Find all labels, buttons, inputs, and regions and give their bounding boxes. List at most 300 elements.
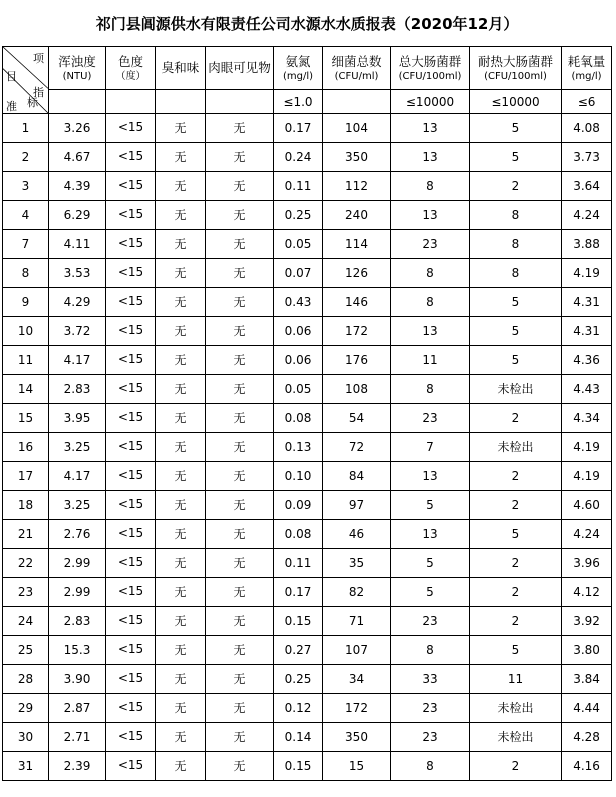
value-cell <box>391 491 470 520</box>
value-cell <box>156 404 206 433</box>
day-cell <box>3 723 49 752</box>
value-cell <box>470 462 562 491</box>
column-name: 色度 <box>117 53 143 69</box>
table-row <box>3 143 612 172</box>
table-row <box>3 636 612 665</box>
cell-value: 无 <box>174 353 187 367</box>
value-cell <box>323 665 391 694</box>
cell-value: 无 <box>174 121 187 135</box>
value-cell <box>49 375 106 404</box>
column-unit: （度） <box>115 70 146 82</box>
value-cell <box>206 549 274 578</box>
value-cell <box>562 259 612 288</box>
cell-value: 33 <box>422 672 438 686</box>
value-cell <box>470 578 562 607</box>
value-cell <box>470 172 562 201</box>
value-cell <box>391 404 470 433</box>
value-cell <box>106 288 156 317</box>
cell-value: 未检出 <box>497 440 534 454</box>
cell-value: <15 <box>117 120 144 134</box>
value-cell <box>106 201 156 230</box>
cell-value: 8 <box>426 759 434 773</box>
cell-value: 2 <box>511 411 520 425</box>
cell-value: 无 <box>174 382 187 396</box>
cell-value: <15 <box>117 613 144 627</box>
column-unit: (CFU/100ml) <box>398 70 462 82</box>
table-row <box>3 114 612 143</box>
value-cell <box>49 549 106 578</box>
value-cell <box>156 578 206 607</box>
cell-value: 72 <box>348 440 365 454</box>
value-cell <box>206 578 274 607</box>
cell-value: 无 <box>233 411 246 425</box>
cell-value: 无 <box>174 440 187 454</box>
cell-value: 无 <box>174 556 187 570</box>
value-cell <box>391 288 470 317</box>
day-number: 25 <box>17 643 34 657</box>
value-cell <box>323 694 391 723</box>
standard-cell: ≤10000 <box>470 90 562 114</box>
value-cell <box>106 578 156 607</box>
value-cell <box>470 288 562 317</box>
value-cell <box>323 723 391 752</box>
cell-value: 0.24 <box>284 150 312 164</box>
value-cell <box>274 636 323 665</box>
day-number: 3 <box>21 179 30 193</box>
cell-value: 4.16 <box>573 759 600 773</box>
column-name: 耗氧量 <box>567 53 606 69</box>
day-cell <box>3 549 49 578</box>
day-cell <box>3 143 49 172</box>
cell-value: 5 <box>426 556 434 570</box>
cell-value: <15 <box>117 497 144 511</box>
cell-value: 0.17 <box>284 585 312 599</box>
value-cell <box>323 578 391 607</box>
cell-value: <15 <box>117 555 144 569</box>
value-cell <box>156 375 206 404</box>
cell-value: 108 <box>345 382 368 396</box>
day-number: 31 <box>17 759 34 773</box>
value-cell <box>562 752 612 781</box>
value-cell <box>106 375 156 404</box>
cell-value: <15 <box>117 468 144 482</box>
value-cell <box>156 288 206 317</box>
value-cell <box>323 520 391 549</box>
cell-value: 2 <box>511 759 520 773</box>
value-cell <box>323 114 391 143</box>
column-name: 总大肠菌群 <box>398 53 462 69</box>
value-cell <box>562 404 612 433</box>
value-cell <box>274 491 323 520</box>
day-number: 17 <box>17 469 34 483</box>
cell-value: 无 <box>174 324 187 338</box>
value-cell <box>391 578 470 607</box>
cell-value: <15 <box>117 526 144 540</box>
value-cell <box>274 462 323 491</box>
cell-value: 2 <box>511 556 520 570</box>
value-cell <box>49 317 106 346</box>
value-cell <box>206 491 274 520</box>
value-cell <box>206 346 274 375</box>
day-number: 24 <box>17 614 34 628</box>
cell-value: 无 <box>174 672 187 686</box>
cell-value: 4.31 <box>573 324 600 338</box>
cell-value: 4.39 <box>63 179 91 193</box>
value-cell <box>156 694 206 723</box>
cell-value: <15 <box>117 381 144 395</box>
value-cell <box>49 752 106 781</box>
table-row <box>3 404 612 433</box>
value-cell <box>156 462 206 491</box>
day-number: 22 <box>17 556 34 570</box>
cell-value: 3.80 <box>573 643 600 657</box>
cell-value: 无 <box>233 324 246 338</box>
value-cell <box>49 114 106 143</box>
value-cell <box>274 723 323 752</box>
value-cell <box>391 723 470 752</box>
cell-value: 0.15 <box>284 614 312 628</box>
value-cell <box>206 462 274 491</box>
cell-value: 无 <box>233 382 246 396</box>
cell-value: 5 <box>511 295 520 309</box>
day-cell <box>3 259 49 288</box>
cell-value: 无 <box>233 121 246 135</box>
value-cell <box>562 346 612 375</box>
cell-value: 104 <box>345 121 368 135</box>
cell-value: 350 <box>345 730 368 744</box>
cell-value: 11 <box>507 672 524 686</box>
column-header-0 <box>49 47 106 90</box>
cell-value: 无 <box>174 701 187 715</box>
cell-value: 176 <box>345 353 368 367</box>
value-cell <box>206 201 274 230</box>
value-cell <box>470 114 562 143</box>
table-row <box>3 201 612 230</box>
cell-value: 无 <box>233 295 246 309</box>
value-cell <box>156 520 206 549</box>
cell-value: 82 <box>348 585 365 599</box>
value-cell <box>562 172 612 201</box>
value-cell <box>206 607 274 636</box>
cell-value: 107 <box>345 643 368 657</box>
value-cell <box>274 433 323 462</box>
cell-value: 无 <box>233 672 246 686</box>
corner-label-biao: 标 <box>27 96 38 109</box>
value-cell <box>106 694 156 723</box>
value-cell <box>49 404 106 433</box>
cell-value: 4.36 <box>573 353 600 367</box>
cell-value: 无 <box>233 585 246 599</box>
value-cell <box>391 607 470 636</box>
day-cell <box>3 404 49 433</box>
value-cell <box>562 143 612 172</box>
value-cell <box>206 259 274 288</box>
cell-value: 4.43 <box>573 382 600 396</box>
value-cell <box>49 201 106 230</box>
value-cell <box>106 143 156 172</box>
cell-value: 46 <box>348 527 365 541</box>
standard-cell: ≤1.0 <box>274 90 323 114</box>
value-cell <box>323 259 391 288</box>
cell-value: <15 <box>117 700 144 714</box>
value-cell <box>106 346 156 375</box>
cell-value: 13 <box>422 469 438 483</box>
value-cell <box>562 520 612 549</box>
cell-value: 无 <box>233 527 246 541</box>
value-cell <box>391 520 470 549</box>
corner-header-cell <box>3 47 49 114</box>
value-cell <box>391 143 470 172</box>
standards-row <box>3 90 612 114</box>
value-cell <box>49 694 106 723</box>
cell-value: 126 <box>345 266 368 280</box>
table-row <box>3 375 612 404</box>
value-cell <box>206 694 274 723</box>
cell-value: 0.07 <box>284 266 312 280</box>
cell-value: 3.25 <box>63 440 91 454</box>
value-cell <box>274 694 323 723</box>
column-name: 氨氮 <box>285 53 311 69</box>
day-cell <box>3 491 49 520</box>
table-row <box>3 462 612 491</box>
cell-value: 未检出 <box>497 701 534 715</box>
value-cell <box>274 259 323 288</box>
cell-value: 3.25 <box>63 498 91 512</box>
value-cell <box>156 433 206 462</box>
cell-value: 4.29 <box>63 295 91 309</box>
cell-value: 无 <box>174 469 187 483</box>
cell-value: 3.73 <box>573 150 600 164</box>
cell-value: 4.31 <box>573 295 600 309</box>
cell-value: <15 <box>117 294 144 308</box>
value-cell <box>206 288 274 317</box>
cell-value: 4.24 <box>573 527 600 541</box>
cell-value: 无 <box>233 556 246 570</box>
table-row <box>3 665 612 694</box>
value-cell <box>156 230 206 259</box>
cell-value: 4.44 <box>573 701 600 715</box>
value-cell <box>156 549 206 578</box>
cell-value: 5 <box>426 498 434 512</box>
cell-value: 5 <box>511 527 520 541</box>
standard-cell <box>106 90 156 114</box>
table-row <box>3 433 612 462</box>
cell-value: 3.96 <box>573 556 600 570</box>
corner-label-mu: 目 <box>6 70 17 83</box>
value-cell <box>391 172 470 201</box>
cell-value: 4.19 <box>573 266 600 280</box>
table-row <box>3 172 612 201</box>
value-cell <box>391 317 470 346</box>
cell-value: 0.05 <box>284 237 312 251</box>
value-cell <box>49 143 106 172</box>
day-cell <box>3 636 49 665</box>
column-name: 臭和味 <box>161 60 200 75</box>
day-number: 4 <box>21 208 30 222</box>
value-cell <box>106 172 156 201</box>
day-number: 16 <box>17 440 34 454</box>
cell-value: 15.3 <box>63 643 91 657</box>
cell-value: 0.10 <box>284 469 312 483</box>
value-cell <box>274 114 323 143</box>
column-name: 耐热大肠菌群 <box>477 53 553 69</box>
cell-value: 未检出 <box>497 730 534 744</box>
cell-value: 13 <box>422 527 438 541</box>
value-cell <box>323 404 391 433</box>
value-cell <box>470 549 562 578</box>
cell-value: <15 <box>117 207 144 221</box>
value-cell <box>206 404 274 433</box>
value-cell <box>156 723 206 752</box>
cell-value: 2.76 <box>63 527 91 541</box>
cell-value: 2.71 <box>63 730 91 744</box>
cell-value: 0.43 <box>284 295 312 309</box>
cell-value: 8 <box>511 237 520 251</box>
value-cell <box>206 520 274 549</box>
value-cell <box>156 259 206 288</box>
cell-value: 23 <box>422 411 438 425</box>
standard-cell <box>323 90 391 114</box>
water-quality-report <box>2 2 611 781</box>
cell-value: 0.25 <box>284 672 312 686</box>
day-number: 11 <box>17 353 34 367</box>
cell-value: 7 <box>426 440 434 454</box>
value-cell <box>562 201 612 230</box>
day-cell <box>3 433 49 462</box>
value-cell <box>49 636 106 665</box>
value-cell <box>106 462 156 491</box>
value-cell <box>391 201 470 230</box>
cell-value: 4.28 <box>573 730 600 744</box>
cell-value: 2.99 <box>63 585 91 599</box>
standard-cell: ≤6 <box>562 90 612 114</box>
value-cell <box>49 607 106 636</box>
value-cell <box>562 636 612 665</box>
value-cell <box>323 346 391 375</box>
value-cell <box>106 491 156 520</box>
cell-value: <15 <box>117 178 144 192</box>
column-unit: (CFU/100ml) <box>484 70 547 82</box>
cell-value: 4.60 <box>573 498 600 512</box>
standard-cell <box>206 90 274 114</box>
value-cell <box>49 462 106 491</box>
value-cell <box>562 433 612 462</box>
value-cell <box>323 549 391 578</box>
table-row <box>3 578 612 607</box>
cell-value: 8 <box>426 179 434 193</box>
cell-value: 71 <box>348 614 365 628</box>
cell-value: 172 <box>345 324 368 338</box>
cell-value: 0.06 <box>284 324 312 338</box>
cell-value: 未检出 <box>497 382 534 396</box>
cell-value: <15 <box>117 439 144 453</box>
value-cell <box>106 404 156 433</box>
value-cell <box>391 694 470 723</box>
value-cell <box>206 230 274 259</box>
value-cell <box>470 230 562 259</box>
cell-value: 无 <box>233 266 246 280</box>
day-cell <box>3 694 49 723</box>
cell-value: 97 <box>348 498 365 512</box>
value-cell <box>323 143 391 172</box>
value-cell <box>323 636 391 665</box>
cell-value: 无 <box>233 353 246 367</box>
cell-value: 无 <box>174 411 187 425</box>
value-cell <box>274 172 323 201</box>
day-cell <box>3 114 49 143</box>
value-cell <box>391 665 470 694</box>
cell-value: 0.14 <box>284 730 312 744</box>
value-cell <box>274 549 323 578</box>
cell-value: 5 <box>511 121 520 135</box>
cell-value: <15 <box>117 671 144 685</box>
value-cell <box>470 346 562 375</box>
value-cell <box>391 462 470 491</box>
value-cell <box>391 375 470 404</box>
value-cell <box>206 752 274 781</box>
value-cell <box>470 317 562 346</box>
value-cell <box>470 665 562 694</box>
cell-value: 23 <box>422 614 438 628</box>
value-cell <box>323 317 391 346</box>
value-cell <box>274 578 323 607</box>
cell-value: 2 <box>511 614 520 628</box>
cell-value: <15 <box>117 410 144 424</box>
value-cell <box>49 172 106 201</box>
cell-value: 3.92 <box>573 614 600 628</box>
cell-value: 54 <box>348 411 365 425</box>
cell-value: 23 <box>422 237 438 251</box>
day-number: 1 <box>21 121 30 135</box>
cell-value: 5 <box>511 353 520 367</box>
value-cell <box>470 723 562 752</box>
cell-value: <15 <box>117 323 144 337</box>
cell-value: 无 <box>233 150 246 164</box>
cell-value: 无 <box>174 179 187 193</box>
day-number: 28 <box>17 672 34 686</box>
day-cell <box>3 375 49 404</box>
corner-label-zhun: 准 <box>6 100 17 113</box>
value-cell <box>470 201 562 230</box>
day-cell <box>3 172 49 201</box>
day-number: 23 <box>17 585 34 599</box>
cell-value: 无 <box>174 643 187 657</box>
value-cell <box>391 636 470 665</box>
value-cell <box>470 375 562 404</box>
cell-value: 无 <box>174 527 187 541</box>
column-name: 浑浊度 <box>58 53 96 69</box>
cell-value: 无 <box>174 150 187 164</box>
value-cell <box>562 694 612 723</box>
cell-value: 无 <box>233 498 246 512</box>
cell-value: 3.26 <box>63 121 91 135</box>
value-cell <box>106 636 156 665</box>
column-header-7 <box>470 47 562 90</box>
table-row <box>3 259 612 288</box>
cell-value: 无 <box>174 237 187 251</box>
cell-value: 无 <box>233 643 246 657</box>
value-cell <box>206 114 274 143</box>
value-cell <box>323 433 391 462</box>
value-cell <box>274 375 323 404</box>
value-cell <box>49 578 106 607</box>
day-cell <box>3 346 49 375</box>
cell-value: <15 <box>117 758 144 772</box>
day-number: 18 <box>17 498 34 512</box>
value-cell <box>206 636 274 665</box>
cell-value: 无 <box>174 730 187 744</box>
cell-value: 2 <box>511 498 520 512</box>
